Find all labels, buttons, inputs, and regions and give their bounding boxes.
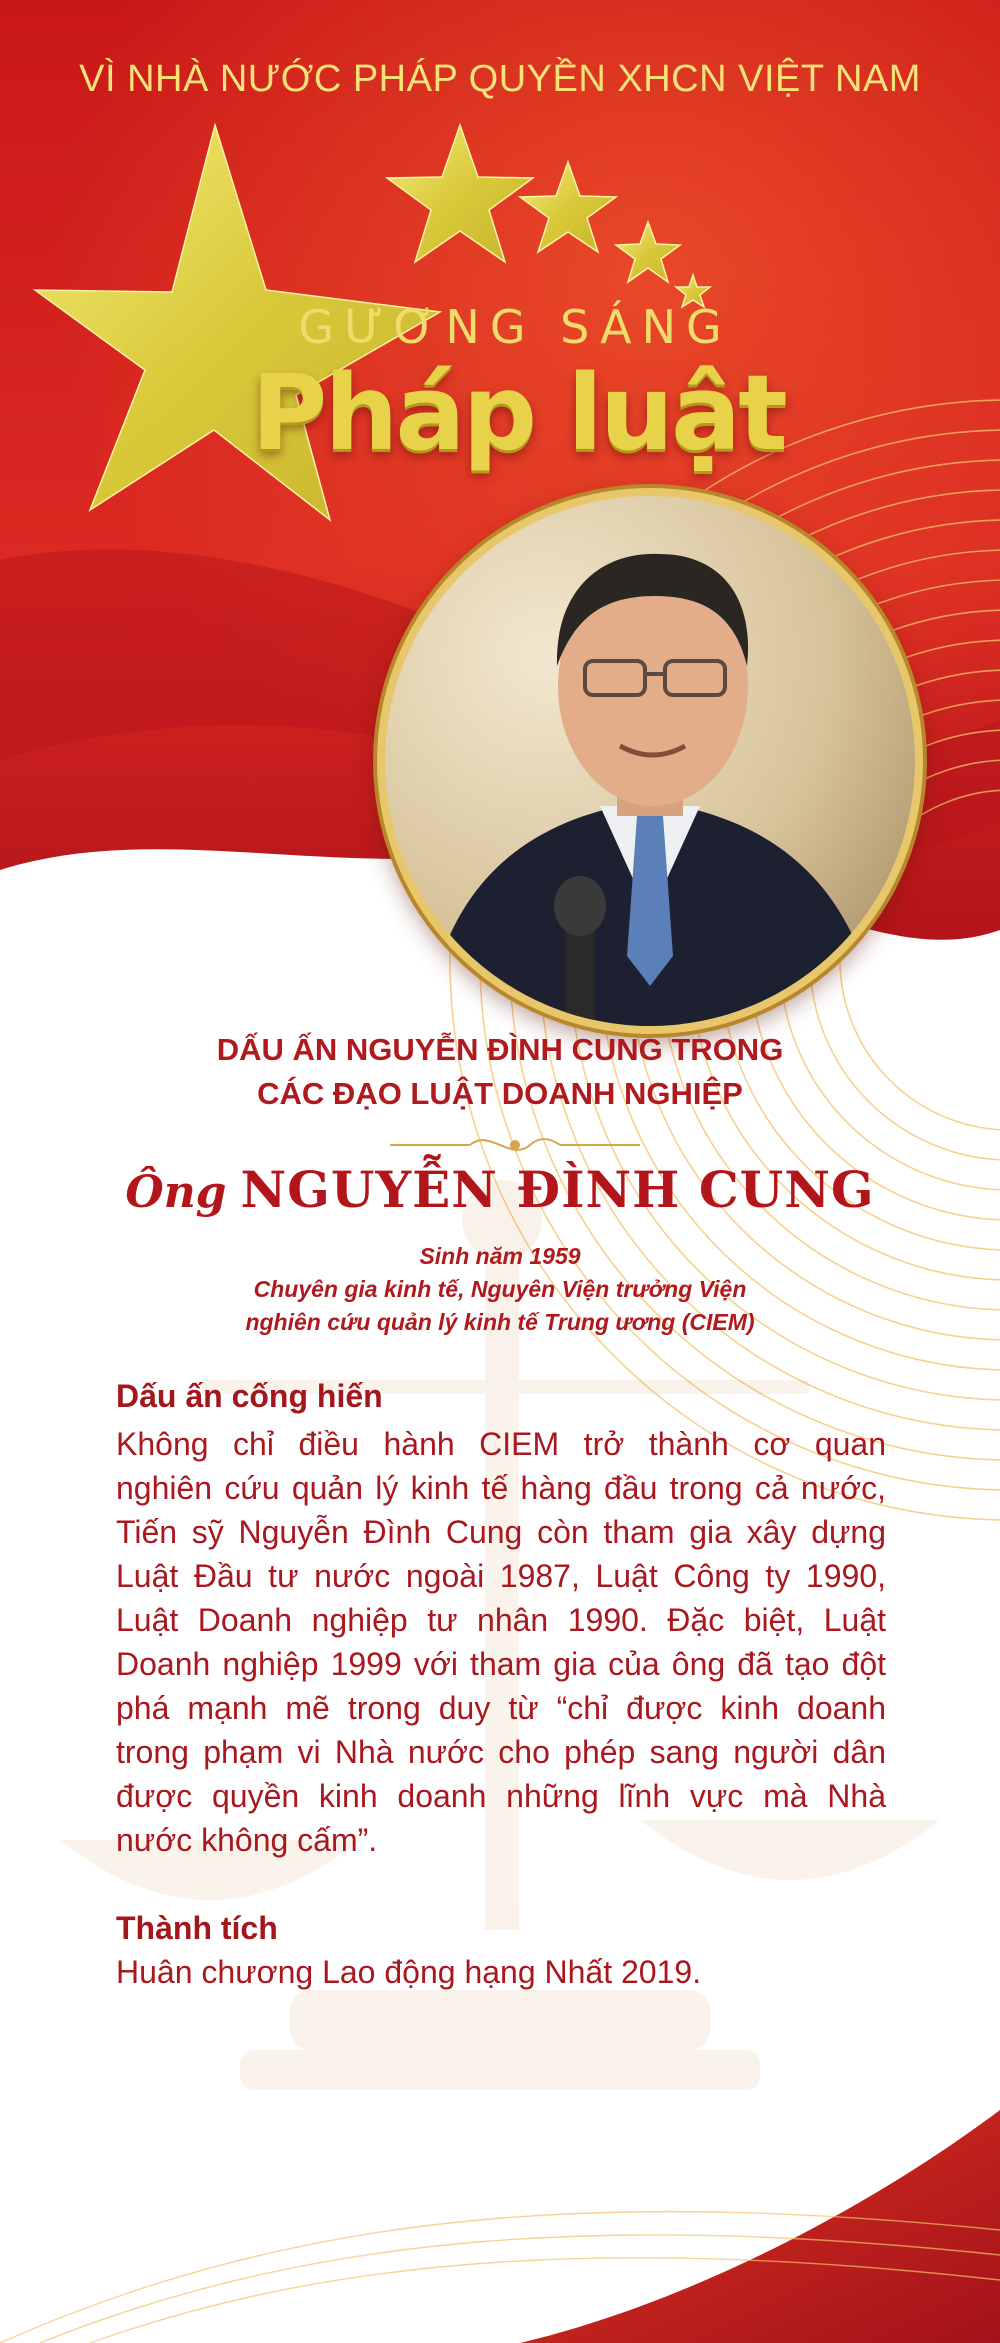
contribution-line: Luật Đầu tư nước ngoài 1987, Luật Công ty 1990, [116,1558,886,1594]
contribution-text [116,1422,886,1862]
contribution-title: Dấu ấn cống hiến [116,1378,383,1414]
contribution-line: Không chỉ điều hành CIEM trở thành cơ quan [116,1426,886,1462]
achievement-title: Thành tích [116,1910,278,1946]
article-heading-line-2: CÁC ĐẠO LUẬT DOANH NGHIỆP [257,1076,743,1111]
logo-subtitle: GƯƠNG SÁNG [298,300,732,354]
role-line-1: Chuyên gia kinh tế, Nguyên Viện trưởng Viện [253,1276,747,1302]
bottom-corner-wave [520,2110,1000,2343]
birth-year: Sinh năm 1959 [419,1243,581,1269]
name-prefix: Ông [125,1167,227,1218]
article-heading-line-1: DẤU ẤN NGUYỄN ĐÌNH CUNG TRONG [216,1032,784,1067]
role-line-2: nghiên cứu quản lý kinh tế Trung ương (CIEM) [245,1309,755,1335]
motto-text: VÌ NHÀ NƯỚC PHÁP QUYỀN XHCN VIỆT NAM [79,58,921,100]
achievement-text: Huân chương Lao động hạng Nhất 2019. [116,1954,702,1990]
contribution-line: Tiến sỹ Nguyễn Đình Cung còn tham gia xây dựng [116,1514,886,1550]
contribution-line: Luật Doanh nghiệp tư nhân 1990. Đặc biệt, Luật [116,1602,886,1638]
person-name: NGUYỄN ĐÌNH CUNG [240,1160,875,1219]
contribution-line: phá mạnh mẽ trong duy từ “chỉ được kinh doanh [116,1690,886,1726]
person-name-line [0,1160,1000,1219]
portrait-photo [377,488,923,1034]
contribution-line: Doanh nghiệp 1999 với tham gia của ông đã tạo đột [116,1646,886,1682]
contribution-line: được quyền kinh doanh những lĩnh vực mà Nhà [116,1778,886,1814]
logo-title: Pháp luật [251,352,785,474]
contribution-line: trong phạm vi Nhà nước cho phép sang người dân [116,1734,886,1770]
title-divider-ornament [390,1139,640,1150]
contribution-line: nghiên cứu quản lý kinh tế hàng đầu trong cả nước, [116,1470,886,1506]
contribution-line: nước không cấm”. [116,1822,378,1858]
